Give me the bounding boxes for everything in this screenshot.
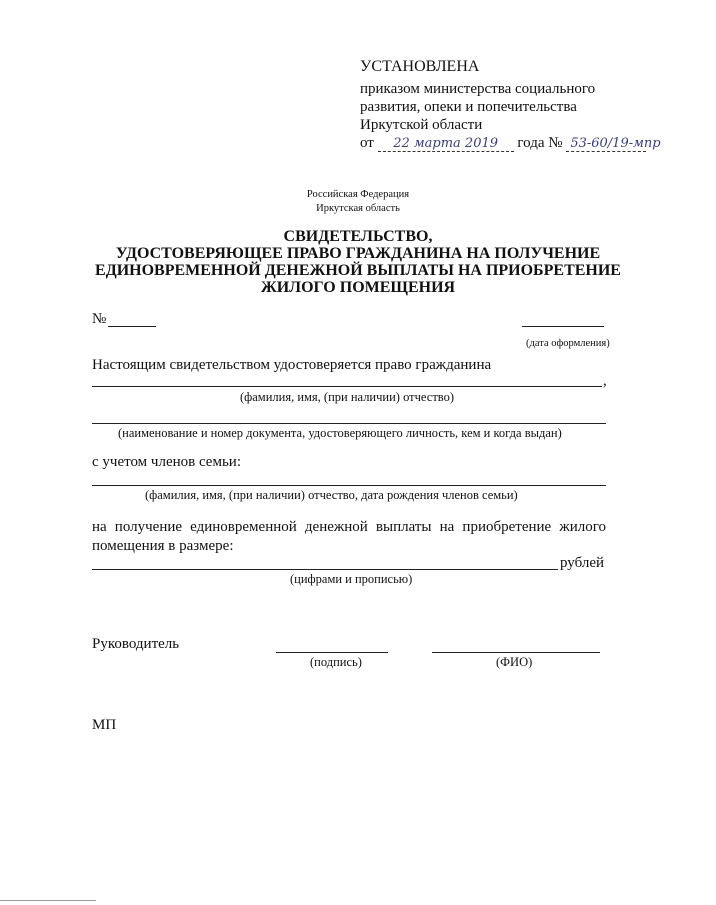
title-line-3: ЕДИНОВРЕМЕННОЙ ДЕНЕЖНОЙ ВЫПЛАТЫ НА ПРИОБРЕТЕНИЕ [95,262,621,279]
family-caption: (фамилия, имя, (при наличии) отчество, дата рождения членов семьи) [145,488,518,502]
approval-goda: года № [517,135,563,151]
approval-date-line [360,134,661,152]
region-label: Иркутская область [316,203,400,214]
approval-ot: от [360,135,374,151]
amount-caption: (цифрами и прописью) [290,572,413,586]
approval-date-handwritten: 22 марта 2019 [378,137,514,152]
federation-label: Российская Федерация [306,189,410,200]
approval-line-2: развития, опеки и попечительства [360,99,577,115]
family-label: с учетом членов семьи: [92,454,241,470]
certify-text: Настоящим свидетельством удостоверяется право гражданина [92,357,492,373]
stamp-label: МП [92,717,117,733]
citizen-fio-field[interactable] [92,386,602,387]
head-fio-caption: (ФИО) [496,655,533,669]
number-label: № [92,311,107,327]
identity-document-field[interactable] [92,423,606,424]
signature-caption: (подпись) [310,655,362,669]
amount-field[interactable] [92,569,558,570]
head-fio-field[interactable] [432,652,600,653]
citizen-comma: , [603,373,607,389]
date-field[interactable] [522,326,604,327]
family-members-field[interactable] [92,485,606,486]
approval-number-handwritten: 53-60/19-мпр [566,137,646,152]
number-field[interactable] [108,326,156,327]
title-line-1: СВИДЕТЕЛЬСТВО, [283,228,433,245]
approval-line-3: Иркутской области [360,117,483,133]
date-caption: (дата оформления) [526,338,610,349]
title-line-2: УДОСТОВЕРЯЮЩЕЕ ПРАВО ГРАЖДАНИНА НА ПОЛУЧЕНИЕ [115,245,601,262]
approval-line-1: приказом министерства социального [360,81,596,97]
title-line-4: ЖИЛОГО ПОМЕЩЕНИЯ [260,279,456,296]
approval-block [360,58,661,152]
document-title [80,228,636,296]
fio-caption: (фамилия, имя, (при наличии) отчество) [240,390,455,404]
signature-field[interactable] [276,652,388,653]
purpose-line-2: помещения в размере: [92,538,234,554]
document-caption: (наименование и номер документа, удостоверяющего личность, кем и когда выдан) [118,426,562,440]
rubles-label: рублей [560,555,605,571]
purpose-line-1: на получение единовременной денежной выплаты на приобретение жилого [92,519,606,535]
scan-edge-line [0,900,96,901]
approval-heading: УСТАНОВЛЕНА [360,58,480,75]
head-label: Руководитель [92,636,180,652]
